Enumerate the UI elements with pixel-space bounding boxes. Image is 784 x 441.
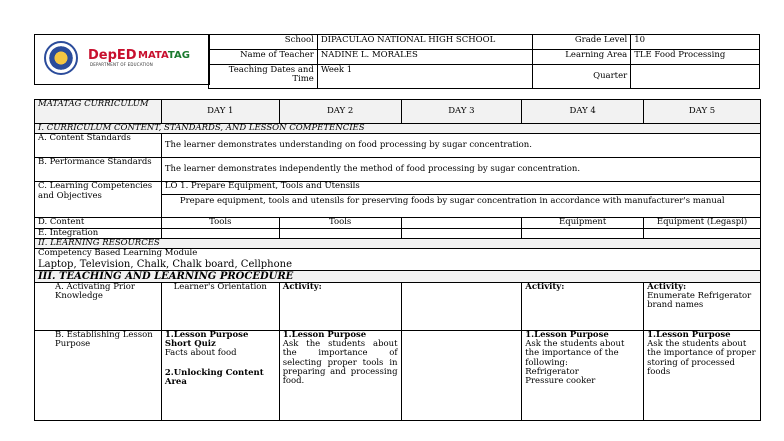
learning-objective-text: Prepare equipment, tools and utensils for preserving foods by sugar concentration in accordance with manufacturer's manual [162, 194, 760, 206]
establishing-day-1 [161, 330, 279, 420]
teaching-dates-value: Week 1 [317, 65, 533, 89]
day-5-header: DAY 5 [644, 100, 761, 124]
day-4-item-pressure-cooker: Pressure cooker [525, 376, 596, 387]
day-5-purpose-heading: 1.Lesson Purpose [647, 329, 731, 340]
day-4-item-refrigerator: Refrigerator [525, 367, 579, 378]
establishing-day-3 [401, 330, 522, 420]
content-day-2: Tools [279, 218, 401, 228]
day-2-header: DAY 2 [279, 100, 401, 124]
activating-day-5-title: Activity: [647, 281, 687, 292]
day-1-quiz-heading: Short Quiz [164, 339, 216, 350]
matatag-logo-b: TAG [167, 50, 190, 61]
day-4-purpose-text: Ask the students about the importance of the following: [525, 339, 625, 368]
activating-day-2: Activity: [279, 282, 401, 330]
curriculum-corner-label: MATATAG CURRICULUM [35, 100, 162, 124]
performance-standards-text: The learner demonstrates independently the method of food processing by sugar concentration. [161, 158, 760, 182]
activating-day-1: Learner's Orientation [161, 282, 279, 330]
deped-logo-subtitle: DEPARTMENT OF EDUCATION [90, 62, 153, 67]
integration-day-2 [279, 228, 401, 238]
learning-resources-cell [35, 249, 761, 270]
matatag-logo-a: MATA [138, 50, 168, 61]
establishing-lesson-purpose-label: B. Establishing Lesson Purpose [35, 330, 162, 420]
day-2-purpose-text: Ask the students about the importance of selecting proper tools in preparing and processing food. [282, 339, 398, 387]
activating-prior-knowledge-label: A. Activating Prior Knowledge [35, 282, 162, 330]
teacher-label: Name of Teacher [209, 50, 318, 65]
activating-day-5-note: Enumerate Refrigerator brand names [647, 291, 752, 311]
content-day-4: Equipment [522, 218, 644, 228]
day-5-purpose-text: Ask the students about the importance of proper storing of processed foods [647, 339, 756, 378]
deped-logo: DepED [88, 48, 137, 63]
establishing-day-5 [644, 330, 761, 420]
teaching-dates-label: Teaching Dates and Time [209, 65, 318, 89]
establishing-day-2 [279, 330, 401, 420]
activating-day-4: Activity: [522, 282, 644, 330]
resource-materials: Laptop, Television, Chalk, Chalk board, Cellphone [38, 258, 292, 270]
day-4-header: DAY 4 [522, 100, 644, 124]
grade-level-label: Grade Level [533, 35, 631, 50]
performance-standards-label: B. Performance Standards [35, 158, 162, 182]
integration-day-3 [401, 228, 522, 238]
learning-outcome-text: LO 1. Prepare Equipment, Tools and Utensils [164, 181, 360, 192]
establishing-day-4 [522, 330, 644, 420]
learning-competencies-label: C. Learning Competencies and Objectives [35, 182, 162, 218]
activating-day-5 [644, 282, 761, 330]
section-2-title: II. LEARNING RESOURCES [35, 239, 761, 249]
day-1-purpose-heading: 1.Lesson Purpose [164, 329, 249, 340]
content-label: D. Content [35, 218, 162, 228]
content-standards-label: A. Content Standards [35, 134, 162, 158]
school-value: DIPACULAO NATIONAL HIGH SCHOOL [317, 35, 533, 50]
day-4-purpose-heading: 1.Lesson Purpose [525, 329, 609, 340]
content-day-1: Tools [161, 218, 279, 228]
integration-day-4 [522, 228, 644, 238]
day-1-header: DAY 1 [161, 100, 279, 124]
header-info-table [208, 34, 760, 89]
day-1-quiz-text: Facts about food [164, 348, 237, 359]
day-3-header: DAY 3 [401, 100, 522, 124]
integration-day-5 [644, 228, 761, 238]
day-1-unlocking-heading: 2.Unlocking Content Area [164, 367, 264, 388]
deped-seal-icon [44, 41, 78, 75]
learning-area-value: TLE Food Processing [631, 50, 760, 65]
learning-area-label: Learning Area [533, 50, 631, 65]
resource-module: Competency Based Learning Module [38, 248, 198, 259]
integration-label: E. Integration [35, 228, 162, 238]
integration-day-1 [161, 228, 279, 238]
section-1-title: I. CURRICULUM CONTENT, STANDARDS, AND LESSON COMPETENCIES [35, 124, 761, 134]
content-day-5: Equipment (Legaspi) [644, 218, 761, 228]
matatag-logo [138, 50, 190, 61]
learning-competencies-cell [161, 182, 760, 218]
grade-level-value: 10 [631, 35, 760, 50]
day-2-purpose-heading: 1.Lesson Purpose [282, 329, 367, 340]
activating-day-3 [401, 282, 522, 330]
curriculum-table [34, 99, 761, 421]
school-label: School [209, 35, 318, 50]
content-day-3 [401, 218, 522, 228]
section-3-title: III. TEACHING AND LEARNING PROCEDURE [35, 270, 761, 282]
content-standards-text: The learner demonstrates understanding on food processing by sugar concentration. [161, 134, 760, 158]
quarter-value [631, 65, 760, 89]
quarter-label: Quarter [533, 65, 631, 89]
teacher-value: NADINE L. MORALES [317, 50, 533, 65]
